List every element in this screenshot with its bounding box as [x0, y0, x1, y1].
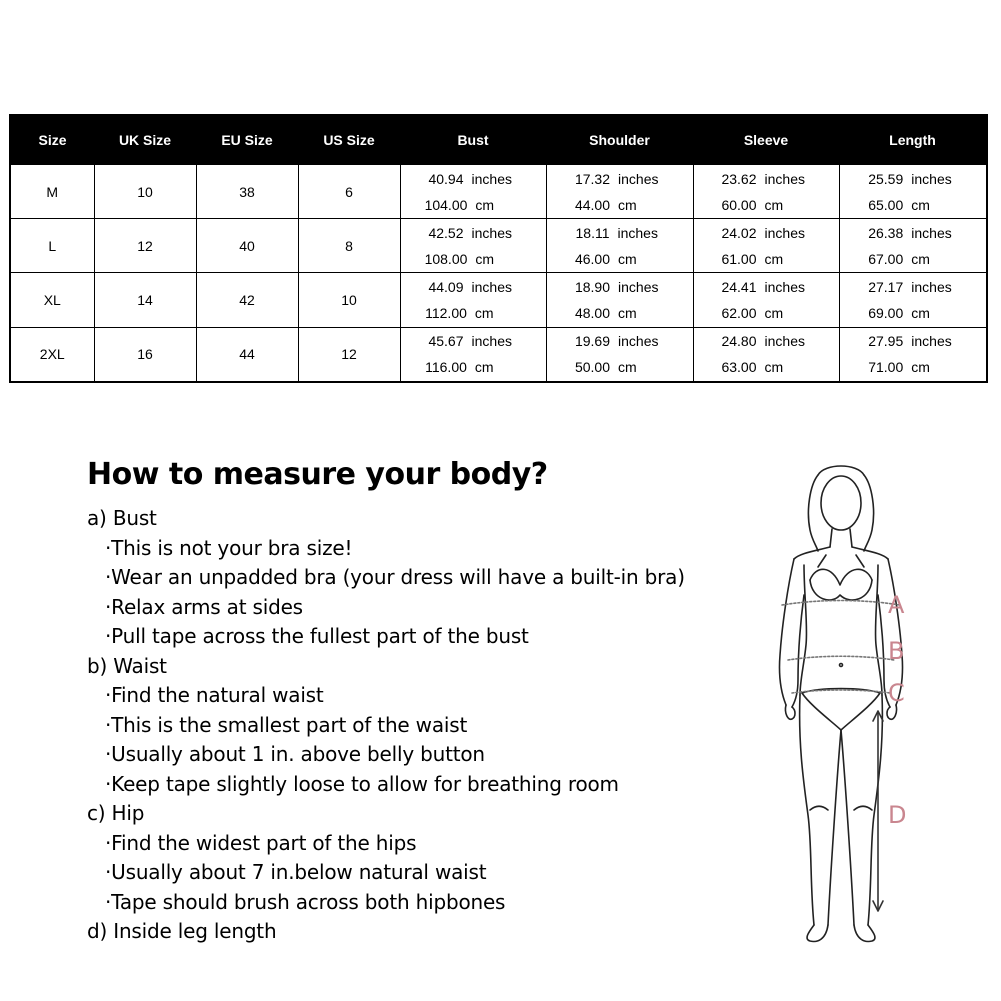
cell-length: [839, 165, 987, 219]
measurement-unit: cm: [474, 359, 494, 376]
measurement-unit: cm: [764, 250, 784, 267]
column-header: Sleeve: [693, 115, 839, 165]
cell-sleeve: [693, 219, 839, 273]
measurement-value: 26.38: [868, 224, 904, 241]
cell-bust: [400, 327, 546, 382]
cell-length: [839, 273, 987, 327]
measurement-unit: inches: [764, 279, 805, 296]
measurement-unit: inches: [764, 170, 805, 187]
measurement-cm: [694, 354, 839, 380]
measurement-cm: [401, 246, 546, 272]
cell-bust: [400, 219, 546, 273]
cell-shoulder: [546, 273, 693, 327]
measurement-value: 27.95: [868, 333, 904, 350]
measurement-value: 18.90: [574, 279, 611, 296]
measurement-unit: cm: [764, 359, 784, 376]
measurement-unit: cm: [911, 359, 930, 376]
tip-item: ·This is not your bra size!: [105, 535, 353, 560]
tip-item: ·This is the smallest part of the waist: [105, 712, 468, 737]
measurement-cm: [694, 300, 839, 326]
cell-us: 10: [298, 273, 400, 327]
measurement-value: 65.00: [868, 196, 904, 213]
tip-list: [87, 681, 727, 799]
measurement-unit: cm: [764, 305, 784, 322]
cell-uk: 14: [94, 273, 196, 327]
measurement-unit: inches: [764, 224, 805, 241]
cell-shoulder: [546, 327, 693, 382]
cell-size: L: [10, 219, 94, 273]
measurement-value: 24.80: [721, 333, 757, 350]
cell-us: 6: [298, 165, 400, 219]
measurement-cm: [401, 354, 546, 380]
cell-size: M: [10, 165, 94, 219]
measurement-in: [401, 220, 546, 246]
measurement-in: [694, 274, 839, 300]
measurement-in: [547, 166, 693, 192]
tip-item: ·Usually about 7 in.below natural waist: [105, 860, 487, 884]
cell-bust: [400, 165, 546, 219]
measurement-value: 104.00: [424, 196, 468, 213]
measurement-value: 63.00: [721, 359, 757, 376]
measurement-value: 44.00: [574, 196, 611, 213]
measurement-in: [840, 220, 987, 246]
measurement-cm: [547, 300, 693, 326]
section-title: a) Bust: [87, 506, 157, 530]
cell-length: [839, 327, 987, 382]
tip-item: ·Wear an unpadded bra (your dress will have a built-in bra): [105, 565, 685, 589]
tip-list: [87, 534, 727, 652]
column-header: UK Size: [94, 115, 196, 165]
measurement-unit: cm: [474, 305, 494, 322]
table-row: [10, 273, 987, 327]
measurement-in: [401, 274, 546, 300]
column-header: EU Size: [196, 115, 298, 165]
measurement-value: 45.67: [428, 333, 464, 350]
measurement-value: 24.02: [721, 224, 757, 241]
measurement-unit: inches: [617, 224, 658, 241]
measurement-in: [694, 328, 839, 354]
measurement-cm: [401, 300, 546, 326]
measurement-value: 24.41: [721, 279, 757, 296]
measurement-unit: cm: [618, 359, 637, 376]
measurement-in: [401, 328, 546, 354]
guide-section: [87, 652, 727, 800]
guide-section: [87, 799, 727, 917]
measurement-in: [840, 274, 987, 300]
measurement-in: [401, 166, 546, 192]
measurement-unit: cm: [618, 196, 637, 213]
cell-eu: 38: [196, 165, 298, 219]
measurement-unit: inches: [618, 333, 659, 350]
measurement-cm: [840, 246, 987, 272]
measurement-value: 69.00: [868, 305, 904, 322]
table-row: [10, 219, 987, 273]
measure-guide: [87, 452, 727, 947]
measurement-value: 25.59: [868, 170, 904, 187]
measurement-value: 62.00: [721, 305, 757, 322]
measurement-in: [840, 166, 987, 192]
section-title: c) Hip: [87, 801, 145, 825]
tip-item: ·Relax arms at sides: [105, 594, 303, 619]
tip-list: [87, 829, 727, 918]
cell-uk: 12: [94, 219, 196, 273]
section-title: d) Inside leg length: [87, 919, 277, 943]
marker-b: B: [888, 637, 905, 665]
table-header-row: [10, 115, 987, 165]
measurement-unit: inches: [911, 170, 952, 187]
measurement-value: 18.11: [575, 224, 610, 241]
marker-c: C: [888, 679, 905, 707]
measurement-unit: cm: [911, 196, 930, 213]
measurement-unit: inches: [911, 333, 952, 350]
column-header: Shoulder: [546, 115, 693, 165]
measurement-unit: inches: [471, 279, 512, 296]
guide-section: [87, 504, 727, 652]
measurement-unit: cm: [475, 250, 495, 267]
guide-sections: [87, 504, 727, 947]
measurement-cm: [547, 246, 693, 272]
tip-item: ·Find the widest part of the hips: [105, 830, 417, 855]
cell-size: XL: [10, 273, 94, 327]
measurement-unit: inches: [471, 170, 512, 187]
measurement-cm: [840, 192, 987, 218]
measurement-value: 61.00: [721, 250, 757, 267]
cell-shoulder: [546, 165, 693, 219]
cell-length: [839, 219, 987, 273]
column-header: Bust: [400, 115, 546, 165]
measurement-in: [840, 328, 987, 354]
measurement-in: [547, 328, 693, 354]
measurement-in: [547, 274, 693, 300]
measurement-cm: [840, 300, 987, 326]
measurement-unit: inches: [618, 170, 659, 187]
cell-eu: 44: [196, 327, 298, 382]
measurement-unit: inches: [471, 224, 512, 241]
measurement-unit: cm: [618, 250, 637, 267]
cell-sleeve: [693, 165, 839, 219]
measurement-value: 48.00: [574, 305, 611, 322]
measurement-value: 46.00: [574, 250, 611, 267]
column-header: Size: [10, 115, 94, 165]
measurement-cm: [840, 354, 987, 380]
column-header: Length: [839, 115, 987, 165]
cell-bust: [400, 273, 546, 327]
measurement-unit: cm: [911, 305, 930, 322]
measurement-unit: inches: [471, 333, 512, 350]
measurement-unit: cm: [911, 250, 930, 267]
tip-item: ·Usually about 1 in. above belly button: [105, 742, 485, 766]
measurement-value: 60.00: [721, 196, 757, 213]
body-measurement-figure: [760, 455, 920, 955]
measurement-value: 71.00: [868, 359, 904, 376]
cell-us: 8: [298, 219, 400, 273]
tip-item: ·Pull tape across the fullest part of the bust: [105, 624, 529, 648]
tip-item: ·Tape should brush across both hipbones: [105, 889, 506, 914]
cell-sleeve: [693, 327, 839, 382]
measurement-cm: [694, 246, 839, 272]
measurement-value: 42.52: [428, 224, 464, 241]
table-row: [10, 327, 987, 382]
measurement-value: 108.00: [424, 250, 468, 267]
cell-us: 12: [298, 327, 400, 382]
cell-uk: 16: [94, 327, 196, 382]
measurement-value: 27.17: [868, 279, 904, 296]
measurement-value: 19.69: [574, 333, 611, 350]
measurement-cm: [547, 354, 693, 380]
measurement-value: 40.94: [428, 170, 464, 187]
measurement-unit: inches: [618, 279, 659, 296]
table-row: [10, 165, 987, 219]
measurement-value: 44.09: [428, 279, 464, 296]
marker-a: A: [888, 591, 905, 619]
measurement-in: [694, 166, 839, 192]
marker-d: D: [888, 801, 907, 829]
measurement-cm: [547, 192, 693, 218]
cell-eu: 40: [196, 219, 298, 273]
measurement-unit: cm: [618, 305, 637, 322]
column-header: US Size: [298, 115, 400, 165]
measurement-value: 67.00: [868, 250, 904, 267]
measurement-unit: inches: [911, 224, 952, 241]
measurement-value: 23.62: [721, 170, 757, 187]
measurement-unit: cm: [764, 196, 784, 213]
measurement-value: 112.00: [425, 305, 467, 322]
tip-item: ·Keep tape slightly loose to allow for breathing room: [105, 771, 619, 796]
measurement-in: [547, 220, 693, 246]
measurement-cm: [694, 192, 839, 218]
cell-uk: 10: [94, 165, 196, 219]
section-title: b) Waist: [87, 653, 167, 678]
measurement-value: 50.00: [574, 359, 611, 376]
cell-sleeve: [693, 273, 839, 327]
measurement-unit: cm: [475, 196, 495, 213]
measurement-value: 17.32: [574, 170, 611, 187]
measurement-unit: inches: [911, 279, 952, 296]
guide-section: [87, 917, 727, 947]
measurement-value: 116.00: [425, 359, 467, 376]
cell-size: 2XL: [10, 327, 94, 382]
guide-title: How to measure your body?: [87, 457, 548, 492]
cell-shoulder: [546, 219, 693, 273]
size-chart-table: [9, 114, 988, 383]
cell-eu: 42: [196, 273, 298, 327]
measurement-cm: [401, 192, 546, 218]
measurement-unit: inches: [764, 333, 805, 350]
measurement-in: [694, 220, 839, 246]
tip-item: ·Find the natural waist: [105, 683, 324, 707]
